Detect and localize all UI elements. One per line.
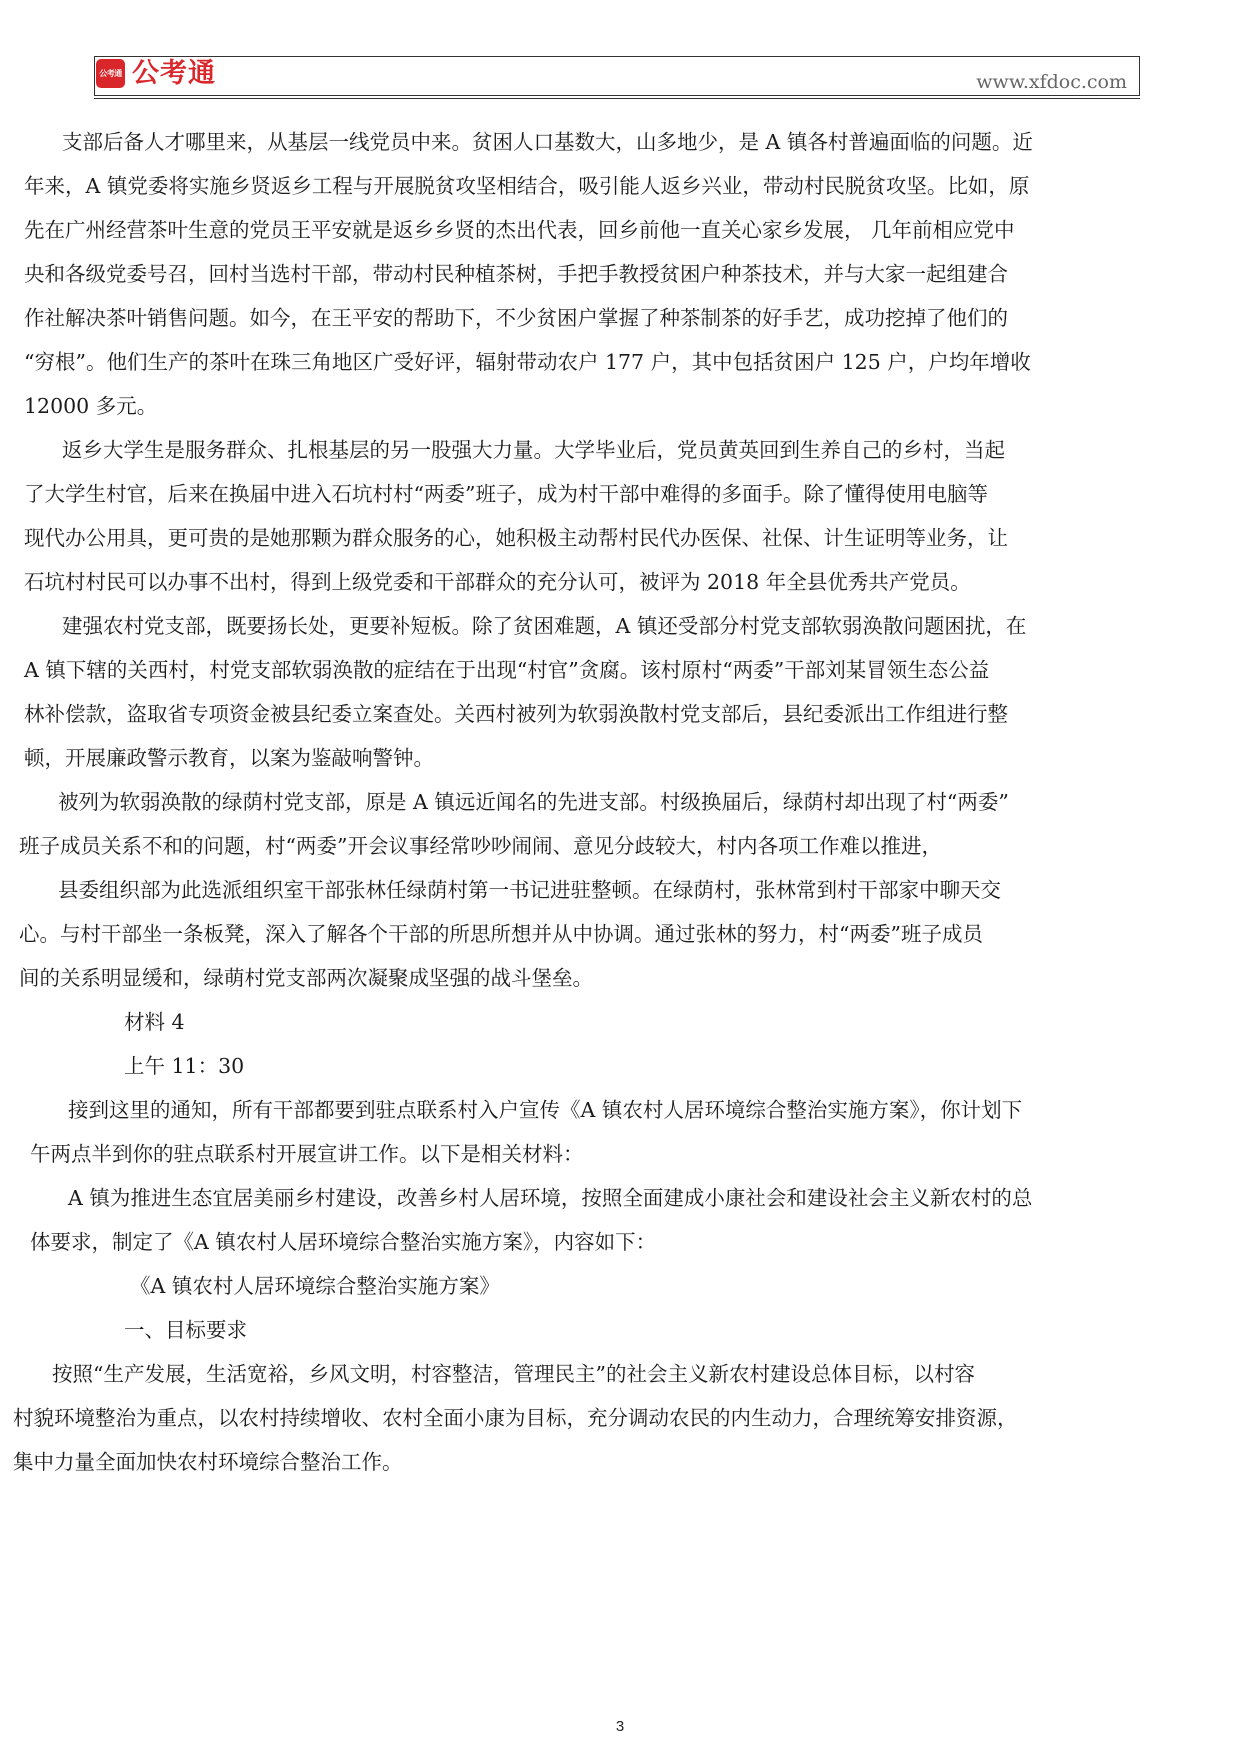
paragraph-line: 先在广州经营茶叶生意的党员王平安就是返乡乡贤的杰出代表，回乡前他一直关心家乡发展， 几年前相应党中 — [24, 218, 1015, 242]
paragraph-line: 作社解决茶叶销售问题。如今，在王平安的帮助下，不少贫困户掌握了种茶制茶的好手艺，成功挖掉了他们的 — [24, 306, 1008, 330]
section-heading: 一、目标要求 — [124, 1318, 247, 1342]
paragraph-line: 顿，开展廉政警示教育，以案为鉴敲响警钟。 — [24, 746, 434, 770]
paragraph-line: 石坑村村民可以办事不出村，得到上级党委和干部群众的充分认可，被评为 2018 年全县优秀共产党员。 — [24, 570, 971, 594]
section-label: 材料 4 — [124, 1010, 185, 1034]
paragraph-line: 体要求，制定了《A 镇农村人居环境综合整治实施方案》，内容如下： — [30, 1230, 657, 1254]
paragraph-line: 返乡大学生是服务群众、扎根基层的另一股强大力量。大学毕业后，党员黄英回到生养自己的乡村，当起 — [62, 438, 1005, 462]
paragraph-line: 了大学生村官，后来在换届中进入石坑村村“两委”班子，成为村干部中难得的多面手。除了懂得使用电脑等 — [24, 482, 988, 506]
paragraph-line: 班子成员关系不和的问题，村“两委”开会议事经常吵吵闹闹、意见分歧较大，村内各项工作难以推进， — [19, 834, 942, 858]
paragraph-line: 心。与村干部坐一条板凳，深入了解各个干部的所思所想并从中协调。通过张林的努力，村“两委”班子成员 — [19, 922, 983, 946]
paragraph-line: 集中力量全面加快农村环境综合整治工作。 — [13, 1450, 403, 1474]
paragraph-line: 被列为软弱涣散的绿荫村党支部，原是 A 镇远近闻名的先进支部。村级换届后，绿荫村却出现了村“两委” — [58, 790, 1009, 814]
logo-badge: 公考通 — [96, 59, 125, 88]
page-number: 3 — [615, 1718, 625, 1735]
site-url: www.xfdoc.com — [976, 71, 1127, 93]
paragraph-line: 林补偿款，盗取省专项资金被县纪委立案查处。关西村被列为软弱涣散村党支部后，县纪委派出工作组进行整 — [24, 702, 1008, 726]
paragraph-line: “穷根”。他们生产的茶叶在珠三角地区广受好评，辐射带动农户 177 户，其中包括贫困户 125 户，户均年增收 — [24, 350, 1031, 374]
paragraph-line: 年来，A 镇党委将实施乡贤返乡工程与开展脱贫攻坚相结合，吸引能人返乡兴业，带动村民脱贫攻坚。比如，原 — [24, 174, 1030, 198]
logo-text: 公考通 — [132, 58, 216, 89]
paragraph-line: 按照“生产发展，生活宽裕，乡风文明，村容整洁，管理民主”的社会主义新农村建设总体目标，以村容 — [52, 1362, 975, 1386]
paragraph-line: 接到这里的通知，所有干部都要到驻点联系村入户宣传《A 镇农村人居环境综合整治实施方案》，你计划下 — [68, 1098, 1023, 1122]
paragraph-line: 建强农村党支部，既要扬长处，更要补短板。除了贫困难题，A 镇还受部分村党支部软弱涣散问题困扰，在 — [62, 614, 1027, 638]
paragraph-line: A 镇为推进生态宜居美丽乡村建设，改善乡村人居环境，按照全面建成小康社会和建设社会主义新农村的总 — [68, 1186, 1033, 1210]
paragraph-line: A 镇下辖的关西村，村党支部软弱涣散的症结在于出现“村官”贪腐。该村原村“两委”干部刘某冒领生态公益 — [24, 658, 990, 682]
paragraph-line: 村貌环境整治为重点，以农村持续增收、农村全面小康为目标，充分调动农民的内生动力，合理统筹安排资源， — [13, 1406, 1018, 1430]
paragraph-line: 现代办公用具，更可贵的是她那颗为群众服务的心，她积极主动帮村民代办医保、社保、计生证明等业务，让 — [24, 526, 1008, 550]
document-title: 《A 镇农村人居环境综合整治实施方案》 — [130, 1274, 500, 1298]
paragraph-line: 央和各级党委号召，回村当选村干部，带动村民种植茶树，手把手教授贫困户种茶技术，并与大家一起组建合 — [24, 262, 1008, 286]
paragraph-line: 12000 多元。 — [24, 394, 158, 418]
time-label: 上午 11：30 — [124, 1054, 245, 1078]
header-divider — [94, 98, 1140, 99]
paragraph-line: 支部后备人才哪里来，从基层一线党员中来。贫困人口基数大，山多地少，是 A 镇各村普遍面临的问题。近 — [62, 130, 1033, 154]
paragraph-line: 午两点半到你的驻点联系村开展宣讲工作。以下是相关材料： — [30, 1142, 584, 1166]
paragraph-line: 县委组织部为此选派组织室干部张林任绿荫村第一书记进驻整顿。在绿荫村，张林常到村干部家中聊天交 — [58, 878, 1001, 902]
paragraph-line: 间的关系明显缓和，绿萌村党支部两次凝聚成坚强的战斗堡垒。 — [19, 966, 593, 990]
